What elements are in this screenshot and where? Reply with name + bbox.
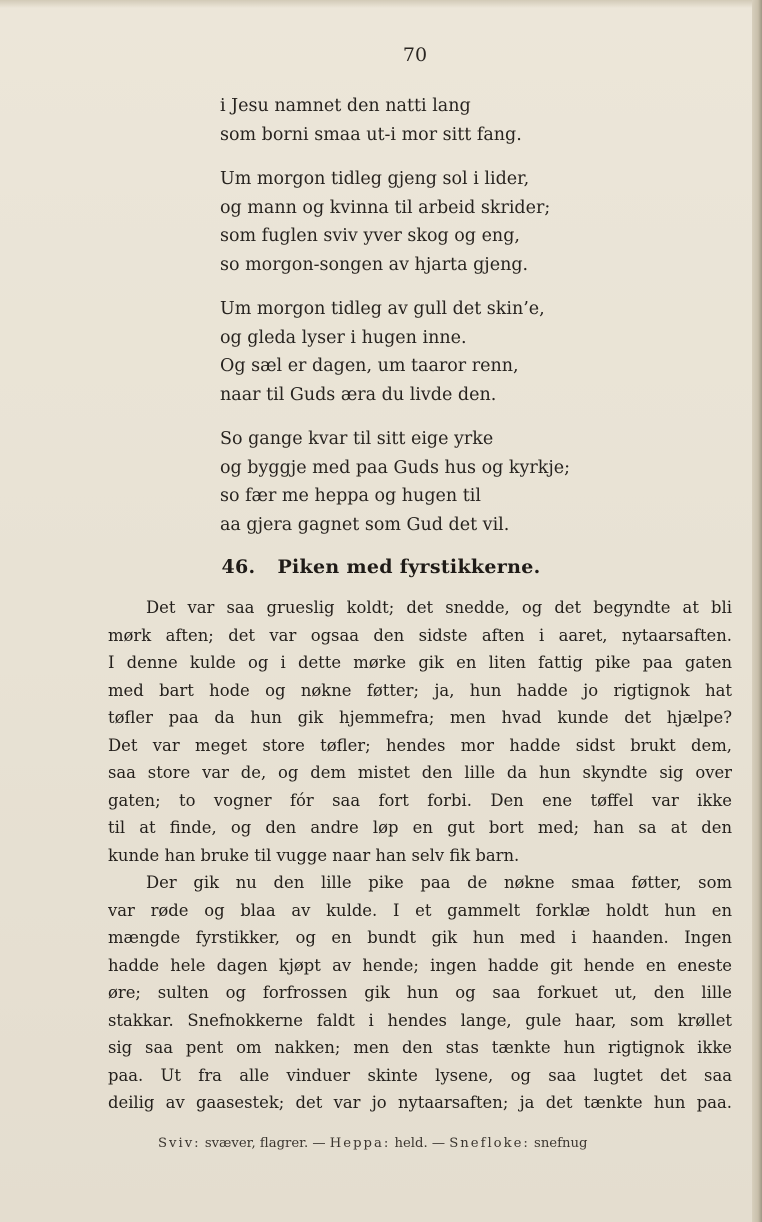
poem-line: i Jesu namnet den natti lang <box>220 96 471 116</box>
story-line: var røde og blaa av kulde. I et gammelt forklæ holdt hun en <box>108 900 732 920</box>
poem-line: So gange kvar til sitt eige yrke <box>220 429 494 449</box>
story-line: I denne kulde og i dette mørke gik en liten fattig pike paa gaten <box>108 653 732 672</box>
story-line: hadde hele dagen kjøpt av hende; ingen hadde git hende en eneste <box>108 955 732 975</box>
poem-stanza <box>220 295 570 409</box>
story-heading <box>0 556 762 578</box>
poem-stanza <box>220 425 570 539</box>
story-number: 46. <box>221 556 256 578</box>
story-title: Piken med fyrstikkerne. <box>277 556 541 578</box>
footnote-definition: held. <box>394 1136 428 1151</box>
footnote-separator: — <box>431 1136 446 1151</box>
story-line: deilig av gaasestek; det var jo nytaarsaften; ja det tænkte hun paa. <box>108 1093 732 1112</box>
story-line: paa. Ut fra alle vinduer skinte lysene, og saa lugtet det saa <box>108 1065 732 1085</box>
story-line: kunde han bruke til vugge naar han selv fik barn. <box>108 845 520 865</box>
story-line: sig saa pent om nakken; men den stas tænkte hun rigtignok ikke <box>108 1038 732 1057</box>
footnote-term: Sviv: <box>158 1136 201 1151</box>
poem-stanza <box>220 92 570 149</box>
story-line: saa store var de, og dem mistet den lille da hun skyndte sig over <box>108 763 732 782</box>
poem-line: Um morgon tidleg av gull det skin’e, <box>220 299 545 319</box>
story-line: Der gik nu den lille pike paa de nøkne smaa føtter, som <box>146 873 732 892</box>
footnote-definition: svæver, flagrer. <box>204 1136 309 1151</box>
footnote-term: Snefloke: <box>449 1136 530 1151</box>
story-line: med bart hode og nøkne føtter; ja, hun hadde jo rigtignok hat <box>108 680 732 700</box>
poem-line: so morgon-songen av hjarta gjeng. <box>220 254 529 275</box>
story-line: Det var saa grueslig koldt; det snedde, og det begyndte at bli <box>146 598 732 617</box>
story-line: tøfler paa da hun gik hjemmefra; men hvad kunde det hjælpe? <box>108 708 732 727</box>
story-line: stakkar. Snefnokkerne faldt i hendes lange, gule haar, som krøllet <box>108 1010 732 1030</box>
story-line: øre; sulten og forfrossen gik hun og saa forkuet ut, den lille <box>108 983 732 1002</box>
poem-line: Og sæl er dagen, um taaror renn, <box>220 356 519 376</box>
poem-line: som fuglen sviv yver skog og eng, <box>220 226 520 246</box>
poem-line: aa gjera gagnet som Gud det vil. <box>220 514 510 535</box>
footnote-separator: — <box>312 1136 326 1151</box>
poem-line: og byggje med paa Guds hus og kyrkje; <box>220 457 571 478</box>
footnote-definition: snefnug <box>534 1136 588 1151</box>
page-edge <box>752 0 762 1222</box>
story-line: Det var meget store tøfler; hendes mor hadde sidst brukt dem, <box>108 735 732 755</box>
poem-line: Um morgon tidleg gjeng sol i lider, <box>220 169 530 189</box>
story-line: mørk aften; det var ogsaa den sidste aften i aaret, nytaarsaften. <box>108 625 732 645</box>
story-text <box>108 594 732 1117</box>
poem <box>220 92 570 555</box>
poem-line: so fær me heppa og hugen til <box>220 486 481 506</box>
poem-line: og gleda lyser i hugen inne. <box>220 327 467 348</box>
page-number: 70 <box>402 44 428 66</box>
story-line: til at finde, og den andre løp en gut bort med; han sa at den <box>108 818 732 837</box>
poem-line: og mann og kvinna til arbeid skrider; <box>220 197 551 218</box>
story-line: gaten; to vogner fór saa fort forbi. Den ene tøffel var ikke <box>108 790 732 810</box>
poem-stanza <box>220 165 570 279</box>
page-top-shadow <box>0 0 762 8</box>
poem-line: som borni smaa ut-i mor sitt fang. <box>220 124 522 145</box>
poem-line: naar til Guds æra du livde den. <box>220 384 497 405</box>
footnote-term: Heppa: <box>329 1136 391 1151</box>
footnote <box>158 1136 718 1151</box>
story-line: mængde fyrstikker, og en bundt gik hun med i haanden. Ingen <box>108 928 732 947</box>
